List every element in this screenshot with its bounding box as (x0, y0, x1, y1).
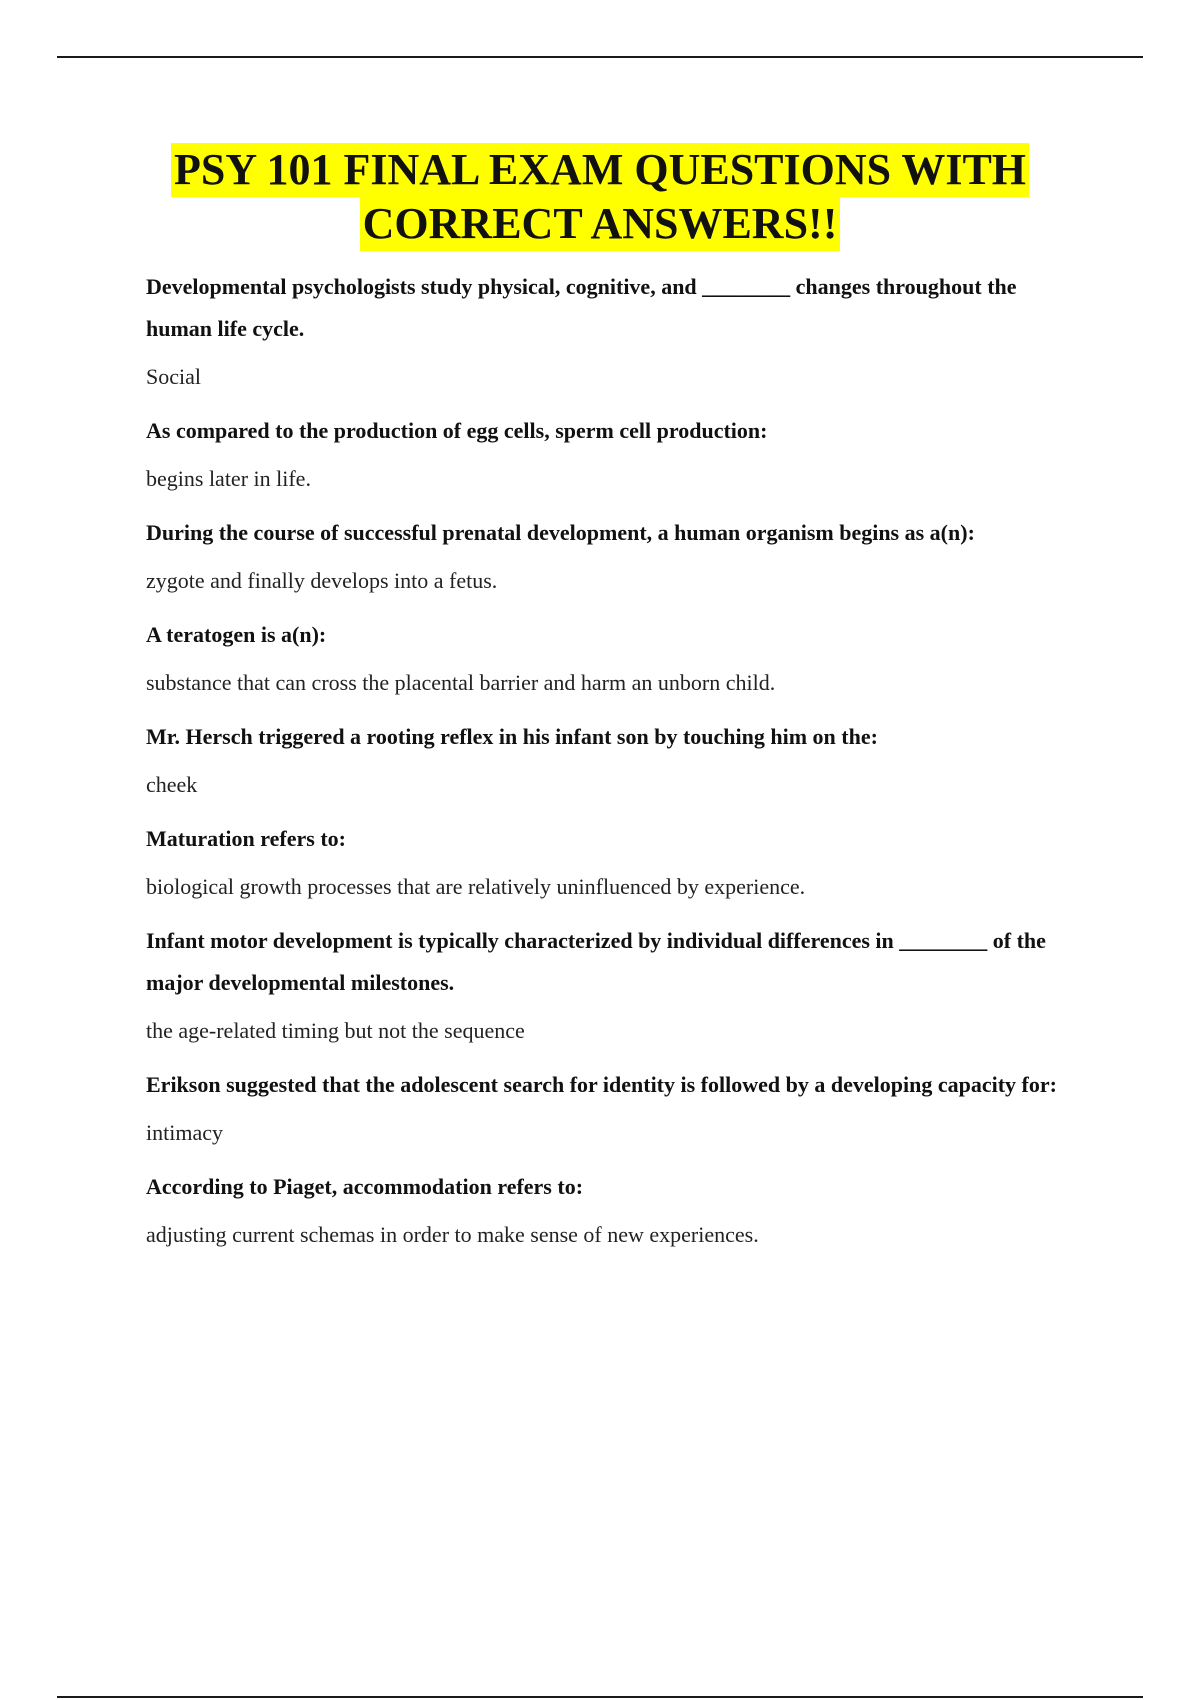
top-rule (57, 56, 1143, 58)
question: During the course of successful prenatal development, a human organism begins as a(n): (146, 520, 975, 545)
answer: adjusting current schemas in order to make sense of new experiences. (146, 1222, 759, 1247)
document-title (0, 143, 1200, 251)
qa-item (146, 512, 1086, 596)
title-line-1: PSY 101 FINAL EXAM QUESTIONS WITH (171, 143, 1029, 197)
qa-item (146, 1064, 1086, 1148)
qa-item (146, 410, 1086, 494)
qa-list (146, 266, 1086, 1268)
qa-item (146, 1166, 1086, 1250)
question: Maturation refers to: (146, 826, 346, 851)
question: Infant motor development is typically characterized by individual differences in ________ of the major developmental milestones. (146, 928, 1046, 995)
question: Mr. Hersch triggered a rooting reflex in his infant son by touching him on the: (146, 724, 878, 749)
answer: zygote and finally develops into a fetus. (146, 568, 498, 593)
question: A teratogen is a(n): (146, 622, 327, 647)
question: Erikson suggested that the adolescent search for identity is followed by a developing capacity for: (146, 1072, 1057, 1097)
qa-item (146, 920, 1086, 1046)
qa-item (146, 716, 1086, 800)
answer: cheek (146, 772, 198, 797)
answer: Social (146, 364, 201, 389)
title-line-2: CORRECT ANSWERS!! (360, 197, 841, 251)
bottom-rule (57, 1696, 1143, 1698)
question: As compared to the production of egg cells, sperm cell production: (146, 418, 768, 443)
answer: the age-related timing but not the sequence (146, 1018, 525, 1043)
qa-item (146, 614, 1086, 698)
answer: biological growth processes that are relatively uninfluenced by experience. (146, 874, 806, 899)
answer: substance that can cross the placental barrier and harm an unborn child. (146, 670, 776, 695)
qa-item (146, 818, 1086, 902)
answer: begins later in life. (146, 466, 311, 491)
question: Developmental psychologists study physical, cognitive, and ________ changes throughout the human life cycle. (146, 274, 1017, 341)
question: According to Piaget, accommodation refers to: (146, 1174, 584, 1199)
answer: intimacy (146, 1120, 223, 1145)
qa-item (146, 266, 1086, 392)
